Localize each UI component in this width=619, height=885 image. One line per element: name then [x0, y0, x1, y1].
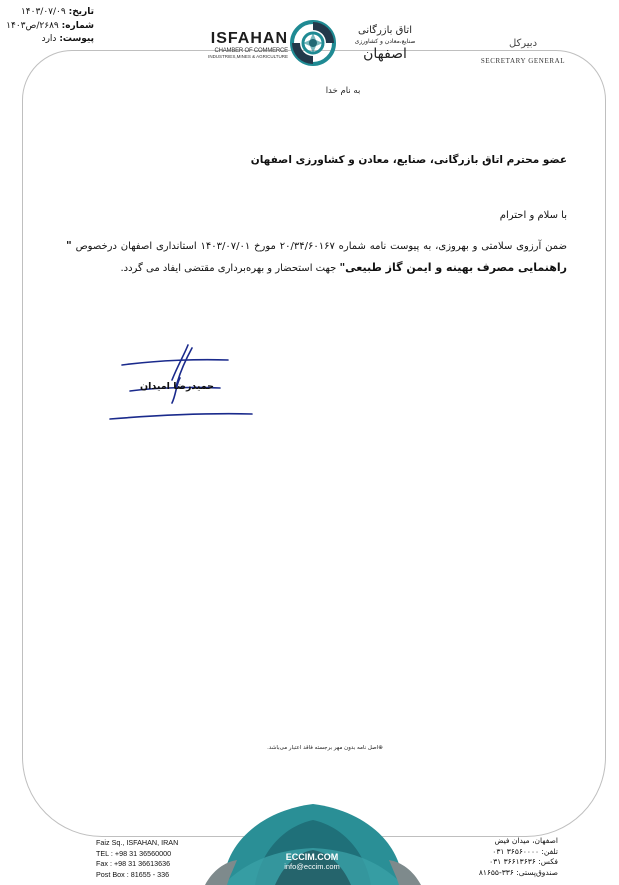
footer-web: [270, 852, 354, 871]
basmala: به نام خدا: [325, 86, 361, 96]
validity-note: ⊕اصل نامه بدون مهر برجسته فاقد اعتبار می‌باشد.: [267, 745, 383, 751]
website: ECCIM.COM: [285, 852, 339, 862]
note-bullet-icon: ⊕: [378, 745, 383, 751]
email: info@eccim.com: [284, 862, 340, 871]
handwritten-signature: [100, 335, 260, 425]
recipient: عضو محترم اتاق بازرگانی، صنایع، معادن و کشاورزی اصفهان: [250, 154, 567, 166]
letter-body: ضمن آرزوی سلامتی و بهروزی، به پیوست نامه شماره ۲۰/۳۴/۶۰۱۶۷ مورخ ۱۴۰۳/۰۷/۰۱ استانداری اصفهان درخصوص " راهنمایی مصرف بهینه و ایمن گاز طبیعی" جهت استحضار و بهره‌برداری مقتضی ایفاد می گردد.: [66, 239, 568, 274]
footer-contact-en: Faiz Sq., ISFAHAN, IRAN TEL : +98 31 36560000 Fax : +98 31 36613636 Post Box : 81655 - 336: [96, 838, 179, 879]
attachment-line: پیوست: دارد: [41, 34, 94, 44]
chamber-logo-icon: [290, 20, 336, 66]
salutation: با سلام و احترام: [499, 210, 567, 221]
number-line: شماره: ۲۶۸۹/ص۱۴۰۳: [6, 20, 94, 31]
footer-contact-fa: اصفهان، میدان فیض تلفن: ۳۶۵۶۰۰۰۰ ۰۳۱ فکس: ۳۶۶۱۳۶۳۶ ۰۳۱ صندوق‌پستی: ۳۳۶-۸۱۶۵۵: [478, 836, 558, 877]
signatory-name: حمیدرضا امیدان: [140, 381, 214, 392]
letter-meta: [4, 6, 94, 47]
date-line: تاریخ: ۱۴۰۳/۰۷/۰۹: [20, 7, 94, 17]
logo-text-en: ISFAHAN CHAMBER OF COMMERCE INDUSTRIES,MINES & AGRICULTURE: [208, 30, 288, 59]
footer-emblem-icon: [205, 800, 421, 885]
department-en: SECRETARY GENERAL: [480, 57, 566, 65]
page-frame: [22, 50, 606, 837]
department-fa: دبیرکل: [508, 38, 538, 49]
logo-text-fa: اتاق بازرگانی صنایع،معادن و کشاورزی اصفهان: [354, 25, 416, 62]
subject-emphasis: " راهنمایی مصرف بهینه و ایمن گاز طبیعی": [66, 239, 567, 274]
